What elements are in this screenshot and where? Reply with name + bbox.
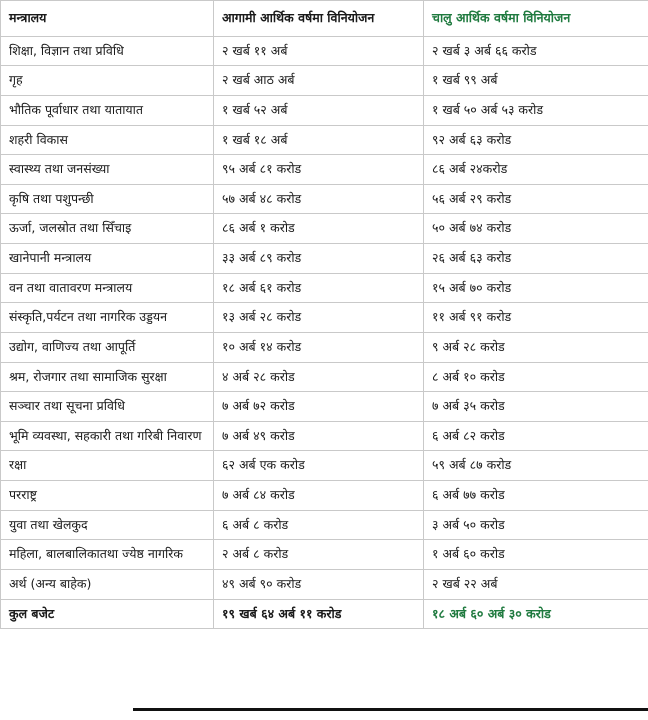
cell-current-year: १ खर्ब ५० अर्ब ५३ करोड [424,95,648,125]
cell-next-year: १८ अर्ब ६१ करोड [214,273,424,303]
cell-current-year: ६ अर्ब ८२ करोड [424,421,648,451]
cell-current-year: २ खर्ब २२ अर्ब [424,569,648,599]
table-row [1,36,648,66]
cell-current-year: २६ अर्ब ६३ करोड [424,244,648,274]
cell-current-year: १५ अर्ब ७० करोड [424,273,648,303]
cell-total-label: कुल बजेट [1,599,214,629]
cell-current-year: ९२ अर्ब ६३ करोड [424,125,648,155]
cell-ministry: अर्थ (अन्य बाहेक) [1,569,214,599]
cell-next-year: ३३ अर्ब ८९ करोड [214,244,424,274]
cell-ministry: सञ्चार तथा सूचना प्रविधि [1,392,214,422]
cell-next-year: ८६ अर्ब १ करोड [214,214,424,244]
cell-current-year: १ अर्ब ६० करोड [424,540,648,570]
cell-next-year: २ अर्ब ८ करोड [214,540,424,570]
table-body [1,36,648,629]
table-row [1,332,648,362]
cell-next-year: ६२ अर्ब एक करोड [214,451,424,481]
cell-current-year: ८ अर्ब १० करोड [424,362,648,392]
table-row [1,481,648,511]
bottom-rule-divider [133,708,648,711]
cell-current-year: ५६ अर्ब २९ करोड [424,184,648,214]
table-row [1,273,648,303]
cell-ministry: भौतिक पूर्वाधार तथा यातायात [1,95,214,125]
cell-current-year: ३ अर्ब ५० करोड [424,510,648,540]
cell-ministry: वन तथा वातावरण मन्त्रालय [1,273,214,303]
cell-next-year: १३ अर्ब २८ करोड [214,303,424,333]
cell-current-year: २ खर्ब ३ अर्ब ६६ करोड [424,36,648,66]
cell-next-year: १० अर्ब १४ करोड [214,332,424,362]
cell-current-year: ८६ अर्ब २४करोड [424,155,648,185]
cell-next-year: ७ अर्ब ४९ करोड [214,421,424,451]
cell-ministry: कृषि तथा पशुपन्छी [1,184,214,214]
cell-next-year: १ खर्ब १८ अर्ब [214,125,424,155]
table-row [1,451,648,481]
table-row [1,184,648,214]
cell-ministry: भूमि व्यवस्था, सहकारी तथा गरिबी निवारण [1,421,214,451]
cell-current-year: ५० अर्ब ७४ करोड [424,214,648,244]
table-row [1,244,648,274]
table-row [1,540,648,570]
cell-current-year: ९ अर्ब २८ करोड [424,332,648,362]
table-row [1,95,648,125]
cell-ministry: रक्षा [1,451,214,481]
table-row [1,125,648,155]
table-total-row [1,599,648,629]
table-row [1,214,648,244]
cell-ministry: शहरी विकास [1,125,214,155]
column-header-ministry: मन्त्रालय [1,1,214,37]
cell-ministry: संस्कृति,पर्यटन तथा नागरिक उड्डयन [1,303,214,333]
table-row [1,421,648,451]
table-row [1,155,648,185]
table-row [1,303,648,333]
cell-next-year: २ खर्ब ११ अर्ब [214,36,424,66]
cell-ministry: ऊर्जा, जलस्रोत तथा सिँचाइ [1,214,214,244]
cell-next-year: ७ अर्ब ८४ करोड [214,481,424,511]
cell-next-year: १ खर्ब ५२ अर्ब [214,95,424,125]
cell-ministry: शिक्षा, विज्ञान तथा प्रविधि [1,36,214,66]
cell-current-year: ११ अर्ब ९१ करोड [424,303,648,333]
table-row [1,510,648,540]
table-row [1,569,648,599]
cell-next-year: ४९ अर्ब ९० करोड [214,569,424,599]
cell-ministry: युवा तथा खेलकुद [1,510,214,540]
table-row [1,362,648,392]
cell-current-year: ७ अर्ब ३५ करोड [424,392,648,422]
column-header-current-fiscal-year: चालु आर्थिक वर्षमा विनियोजन [424,1,648,37]
cell-ministry: श्रम, रोजगार तथा सामाजिक सुरक्षा [1,362,214,392]
cell-current-year: ६ अर्ब ७७ करोड [424,481,648,511]
cell-next-year: ४ अर्ब २८ करोड [214,362,424,392]
cell-next-year: ९५ अर्ब ८१ करोड [214,155,424,185]
cell-next-year: २ खर्ब आठ अर्ब [214,66,424,96]
cell-next-year: ६ अर्ब ८ करोड [214,510,424,540]
cell-next-year: ५७ अर्ब ४८ करोड [214,184,424,214]
table-row [1,392,648,422]
cell-total-next-year: १९ खर्ब ६४ अर्ब ११ करोड [214,599,424,629]
cell-ministry: खानेपानी मन्त्रालय [1,244,214,274]
cell-ministry: परराष्ट्र [1,481,214,511]
cell-next-year: ७ अर्ब ७२ करोड [214,392,424,422]
cell-ministry: स्वास्थ्य तथा जनसंख्या [1,155,214,185]
cell-current-year: ५९ अर्ब ८७ करोड [424,451,648,481]
cell-current-year: १ खर्ब ९९ अर्ब [424,66,648,96]
cell-ministry: उद्योग, वाणिज्य तथा आपूर्ति [1,332,214,362]
cell-total-current-year: १८ अर्ब ६० अर्ब ३० करोड [424,599,648,629]
cell-ministry: महिला, बालबालिकातथा ज्येष्ठ नागरिक [1,540,214,570]
cell-ministry: गृह [1,66,214,96]
column-header-next-fiscal-year: आगामी आर्थिक वर्षमा विनियोजन [214,1,424,37]
table-header-row [1,1,648,37]
table-row [1,66,648,96]
